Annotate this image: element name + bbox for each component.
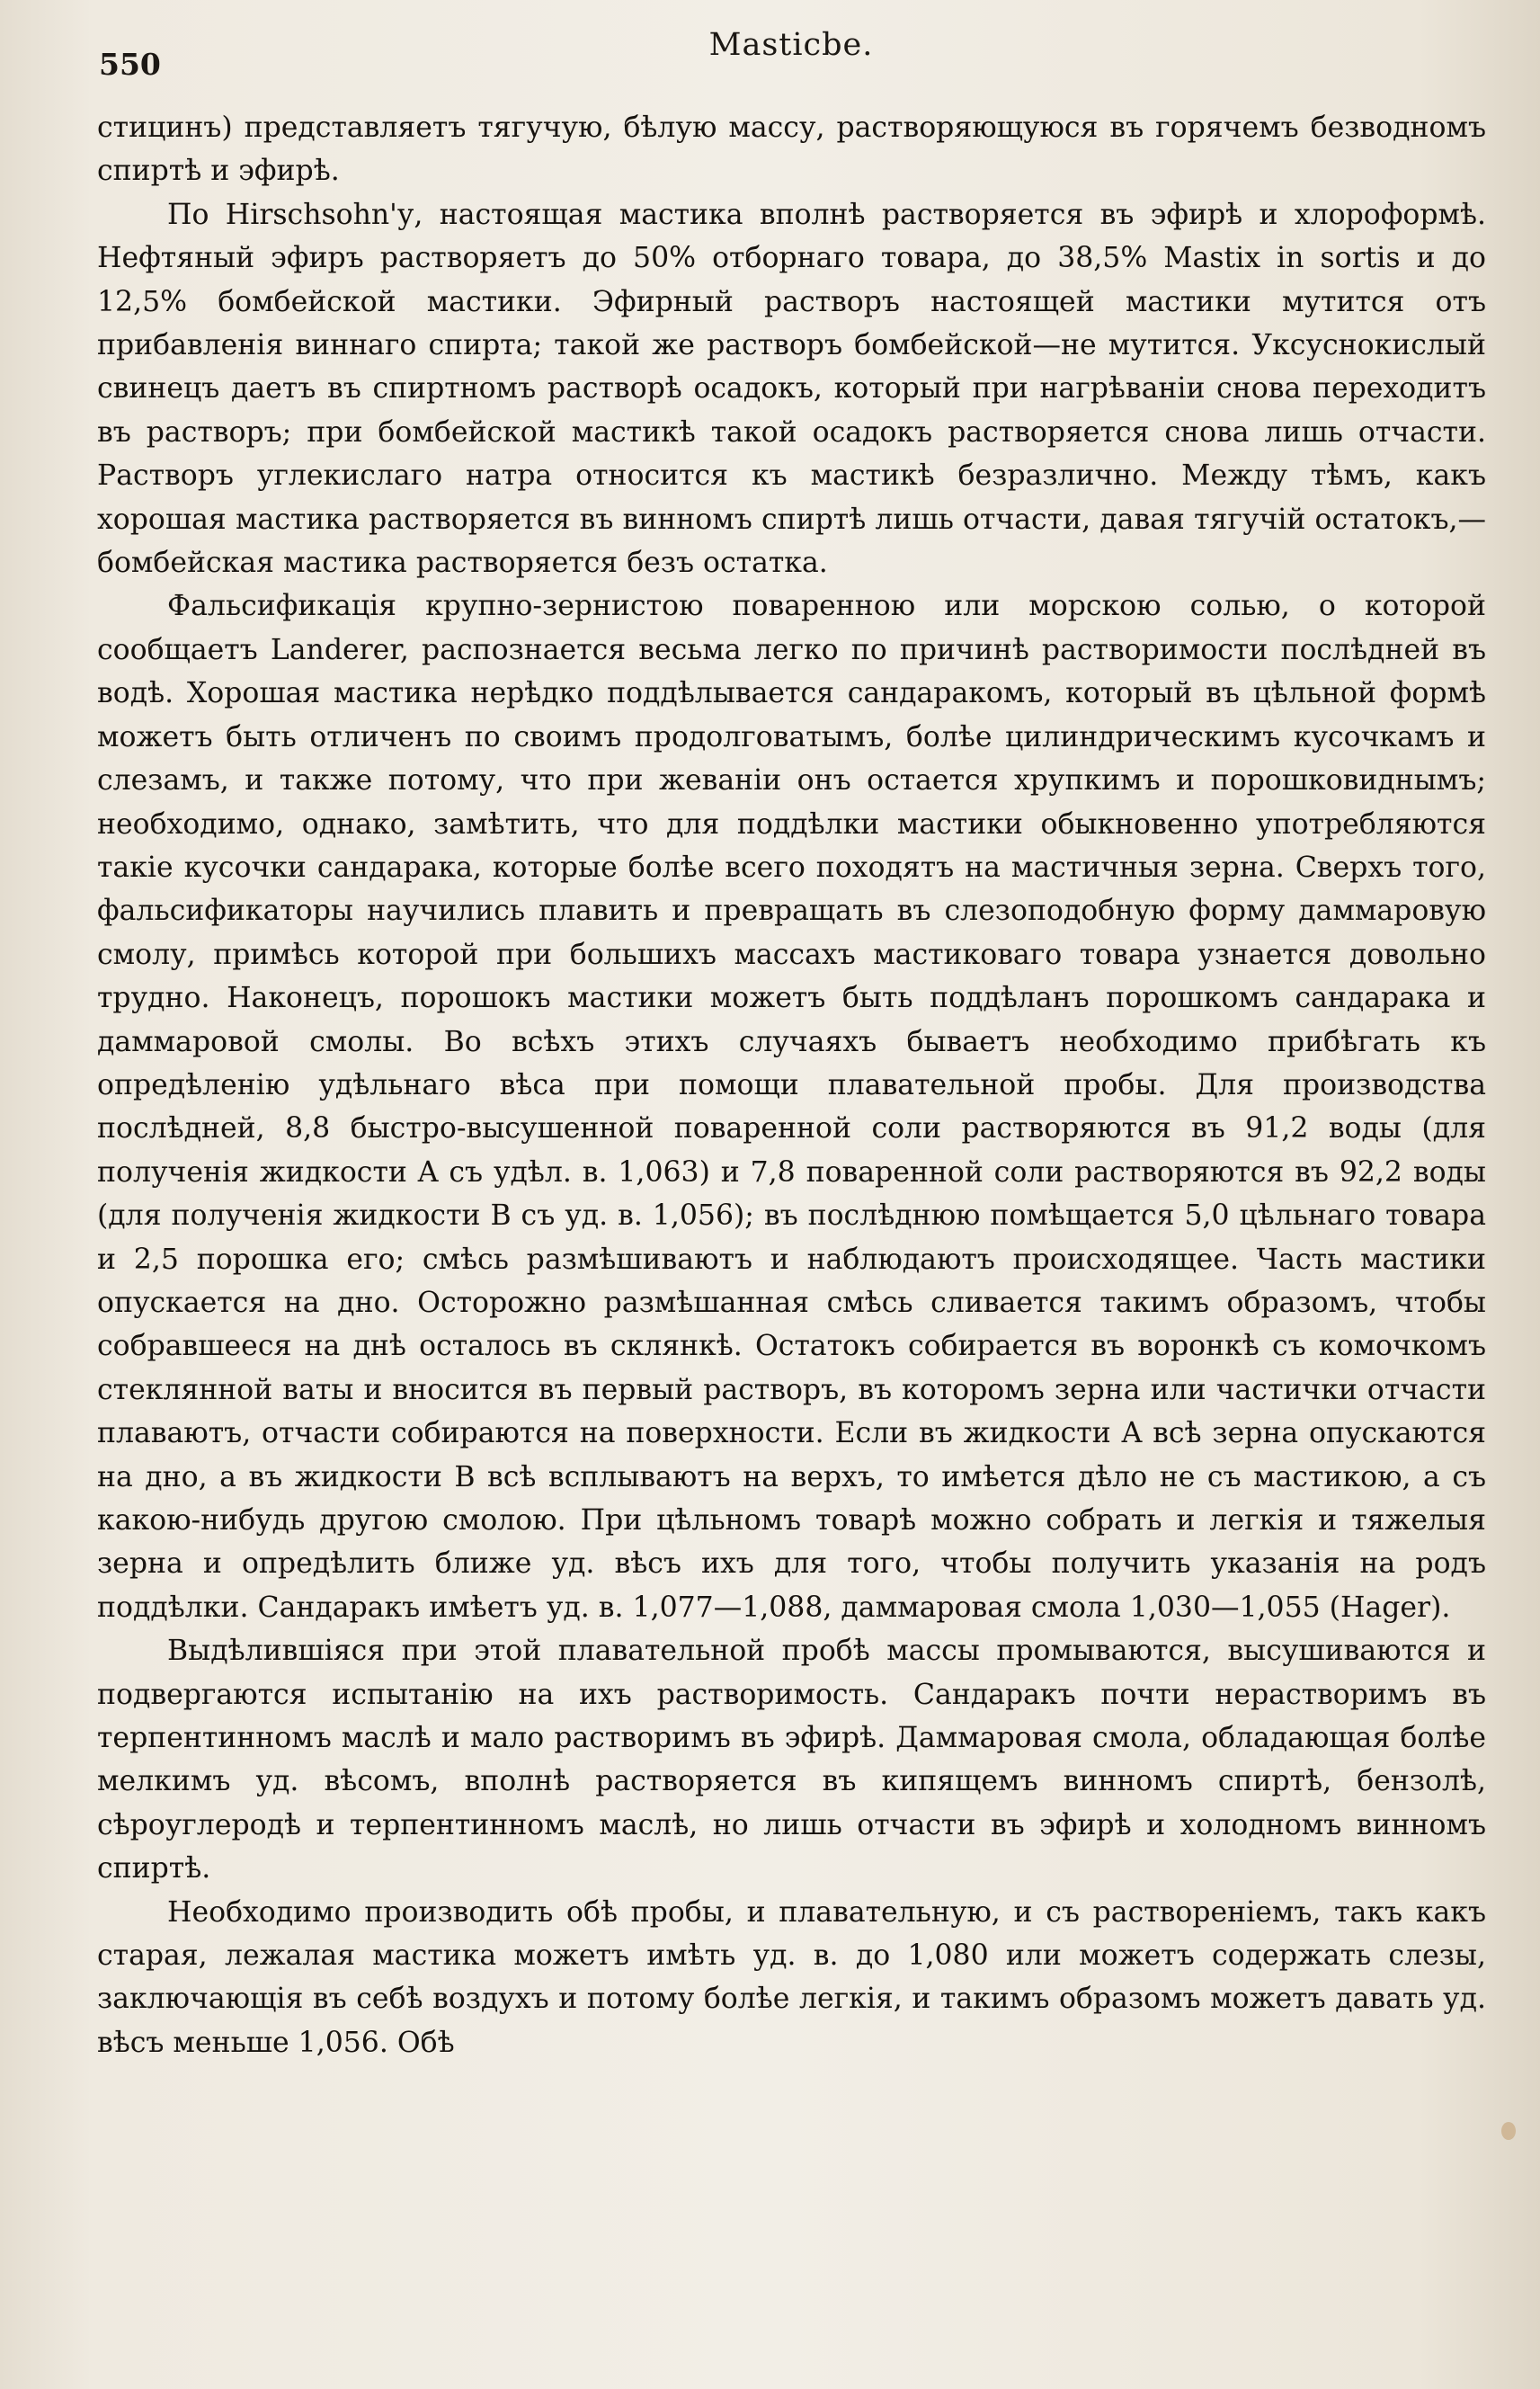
paragraph-continuation: стицинъ) представляетъ тягучую, бѣлую массу, растворяющуюся въ горячемъ безводномъ спиртѣ и эфирѣ. bbox=[97, 111, 1486, 188]
paragraph-both-tests: Необходимо производить обѣ пробы, и плавательную, и съ раствореніемъ, такъ какъ старая, лежалая мастика можетъ имѣть уд. в. до 1,080 или можетъ содержать слезы, заключающія въ себѣ воздухъ и потому болѣе легкія, и такимъ образомъ можетъ давать уд. вѣсъ меньше 1,056. Обѣ bbox=[97, 1895, 1486, 2059]
body-text bbox=[97, 106, 1486, 2064]
page-number: 550 bbox=[99, 47, 161, 82]
paragraph-hirschsohn: По Hirschsohn'у, настоящая мастика вполнѣ растворяется въ эфирѣ и хлороформѣ. Нефтяный эфиръ растворяетъ до 50% отборнаго товара, до 38,5% Mastix in sortis и до 12,5% бомбейской мастики. Эфирный растворъ настоящей мастики мутится отъ прибавленія виннаго спирта; такой же растворъ бомбейской—не мутится. Уксуснокислый свинецъ даетъ въ спиртномъ растворѣ осадокъ, который при нагрѣваніи снова переходитъ въ растворъ; при бомбейской мастикѣ такой осадокъ растворяется снова лишь отчасти. Растворъ углекислаго натра относится къ мастикѣ безразлично. Между тѣмъ, какъ хорошая мастика растворяется въ винномъ спиртѣ лишь отчасти, давая тягучій остатокъ,—бомбейская мастика растворяется безъ остатка. bbox=[97, 198, 1486, 580]
paragraph-falsification: Фальсификація крупно-зернистою поваренною или морскою солью, о которой сообщаетъ Landerer, распознается весьма легко по причинѣ растворимости послѣдней въ водѣ. Хорошая мастика нерѣдко поддѣлывается сандаракомъ, который въ цѣльной формѣ можетъ быть отличенъ по своимъ продолговатымъ, болѣе цилиндрическимъ кусочкамъ и слезамъ, и также потому, что при жеваніи онъ остается хрупкимъ и порошковиднымъ; необходимо, однако, замѣтить, что для поддѣлки мастики обыкновенно употребляются такіе кусочки сандарака, которые болѣе всего походятъ на мастичныя зерна. Сверхъ того, фальсификаторы научились плавить и превращать въ слезоподобную форму даммаровую смолу, примѣсь которой при большихъ массахъ мастиковаго товара узнается довольно трудно. Наконецъ, порошокъ мастики можетъ быть поддѣланъ порошкомъ сандарака и даммаровой смолы. Во всѣхъ этихъ случаяхъ бываетъ необходимо прибѣгать къ опредѣленію удѣльнаго вѣса при помощи плавательной пробы. Для производства послѣдней, 8,8 быстро-высушенной поваренной соли растворяются въ 91,2 воды (для полученія жидкости A съ удѣл. в. 1,063) и 7,8 поваренной соли растворяются въ 92,2 воды (для полученія жидкости B съ уд. в. 1,056); въ послѣднюю помѣщается 5,0 цѣльнаго товара и 2,5 порошка его; смѣсь размѣшиваютъ и наблюдаютъ происходящее. Часть мастики опускается на дно. Осторожно размѣшанная смѣсь сливается такимъ образомъ, чтобы собравшееся на днѣ осталось въ склянкѣ. Остатокъ собирается въ воронкѣ съ комочкомъ стеклянной ваты и вносится въ первый растворъ, въ которомъ зерна или частички отчасти плаваютъ, отчасти собираются на поверхности. Если въ жидкости A всѣ зерна опускаются на дно, а въ жидкости B всѣ всплываютъ на верхъ, то имѣется дѣло не съ мастикою, а съ какою-нибудь другою смолою. При цѣльномъ товарѣ можно собрать и легкія и тяжелыя зерна и опредѣлить ближе уд. вѣсъ ихъ для того, чтобы получить указанія на родъ поддѣлки. Сандаракъ имѣетъ уд. в. 1,077—1,088, даммаровая смола 1,030—1,055 (Hager). bbox=[97, 590, 1486, 1624]
page-header bbox=[99, 27, 1483, 90]
paper-stain bbox=[1501, 2122, 1516, 2140]
paragraph-washed-masses: Выдѣлившіяся при этой плавательной пробѣ массы промываются, высушиваются и подвергаются испытанію на ихъ растворимость. Сандаракъ почти нерастворимъ въ терпентинномъ маслѣ и мало растворимъ въ эфирѣ. Даммаровая смола, обладающая болѣе мелкимъ уд. вѣсомъ, вполнѣ растворяется въ кипящемъ винномъ спиртѣ, бензолѣ, сѣроуглеродѣ и терпентинномъ маслѣ, но лишь отчасти въ эфирѣ и холодномъ винномъ спиртѣ. bbox=[97, 1635, 1486, 1885]
running-head-title: Masticbe. bbox=[708, 27, 874, 63]
